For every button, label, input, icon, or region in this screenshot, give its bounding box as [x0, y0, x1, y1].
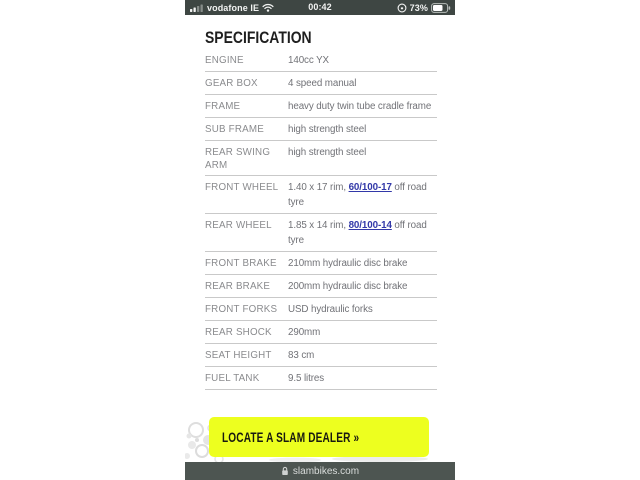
- status-bar: [185, 0, 455, 15]
- spec-value: [288, 122, 437, 137]
- carrier-label: vodafone IE: [207, 2, 260, 13]
- spec-value-text: high strength steel: [288, 147, 367, 158]
- browser-url-bar[interactable]: [185, 462, 455, 480]
- spec-label: ENGINE: [205, 55, 244, 66]
- spec-label: REAR BRAKE: [205, 281, 271, 292]
- spec-label: FRONT BRAKE: [205, 258, 277, 269]
- status-left-group: [185, 3, 274, 13]
- spec-row: [205, 118, 437, 141]
- spec-row: [205, 321, 437, 344]
- spec-row: [205, 95, 437, 118]
- spec-value-text: 140cc YX: [288, 55, 329, 66]
- spec-label: FRAME: [205, 101, 241, 112]
- spec-row: [205, 72, 437, 95]
- lock-icon: [281, 466, 289, 476]
- spec-value: [288, 325, 437, 340]
- spec-value: [288, 180, 437, 210]
- spec-row: [205, 252, 437, 275]
- wifi-icon: [262, 3, 274, 12]
- spec-value: [288, 371, 437, 386]
- spec-label: FUEL TANK: [205, 373, 260, 384]
- spec-value: [288, 99, 437, 114]
- spec-label: GEAR BOX: [205, 78, 258, 89]
- battery-level: [433, 5, 443, 11]
- spec-value: [288, 53, 437, 68]
- spec-label: REAR WHEEL: [205, 220, 272, 231]
- cellular-signal-icon: [190, 3, 204, 12]
- spec-value-text: USD hydraulic forks: [288, 304, 373, 315]
- spec-label: FRONT FORKS: [205, 304, 278, 315]
- spec-label: SUB FRAME: [205, 124, 264, 135]
- spec-value-text: 9.5 litres: [288, 373, 325, 384]
- spec-label: REAR SWING ARM: [205, 147, 271, 171]
- spec-value-text: 200mm hydraulic disc brake: [288, 281, 408, 292]
- spec-row: [205, 214, 437, 252]
- spec-value: [288, 302, 437, 317]
- spec-value: [288, 256, 437, 271]
- spec-value-text: 210mm hydraulic disc brake: [288, 258, 408, 269]
- spec-row: [205, 367, 437, 390]
- spec-row: [205, 344, 437, 367]
- url-text: slambikes.com: [292, 465, 360, 477]
- spec-value-text: 1.85 x 14 rim,: [288, 220, 349, 231]
- tyre-size-link[interactable]: 60/100-17: [348, 182, 392, 193]
- spec-row: [205, 275, 437, 298]
- page-title: SPECIFICATION: [205, 28, 312, 47]
- spec-row: [205, 49, 437, 72]
- locate-dealer-button[interactable]: [209, 417, 429, 457]
- spec-label: SEAT HEIGHT: [205, 350, 272, 361]
- spec-label: FRONT WHEEL: [205, 182, 279, 193]
- spec-row: [205, 141, 437, 176]
- battery-percent: 73%: [409, 2, 428, 13]
- spec-label: REAR SHOCK: [205, 327, 272, 338]
- battery-icon: [431, 3, 451, 13]
- spec-value-text: 290mm: [288, 327, 321, 338]
- spec-row: [205, 298, 437, 321]
- orientation-lock-icon: [397, 3, 407, 13]
- spec-value-text: off road tyre: [288, 182, 427, 208]
- spec-value-text: high strength steel: [288, 124, 367, 135]
- spec-value-text: 4 speed manual: [288, 78, 357, 89]
- spec-value-text: 1.40 x 17 rim,: [288, 182, 349, 193]
- spec-value: [288, 218, 437, 248]
- status-time: 00:42: [308, 2, 332, 12]
- spec-value-text: off road tyre: [288, 220, 427, 246]
- status-right-group: [397, 3, 455, 13]
- spec-table: [205, 49, 437, 390]
- spec-value: [288, 279, 437, 294]
- tyre-size-link[interactable]: 80/100-14: [348, 220, 392, 231]
- spec-value-text: heavy duty twin tube cradle frame: [288, 101, 432, 112]
- locate-dealer-label: LOCATE A SLAM DEALER »: [222, 429, 360, 445]
- spec-value-text: 83 cm: [288, 350, 315, 361]
- browser-viewport: [185, 0, 455, 480]
- spec-value: [288, 145, 437, 160]
- spec-row: [205, 176, 437, 214]
- spec-value: [288, 76, 437, 91]
- spec-value: [288, 348, 437, 363]
